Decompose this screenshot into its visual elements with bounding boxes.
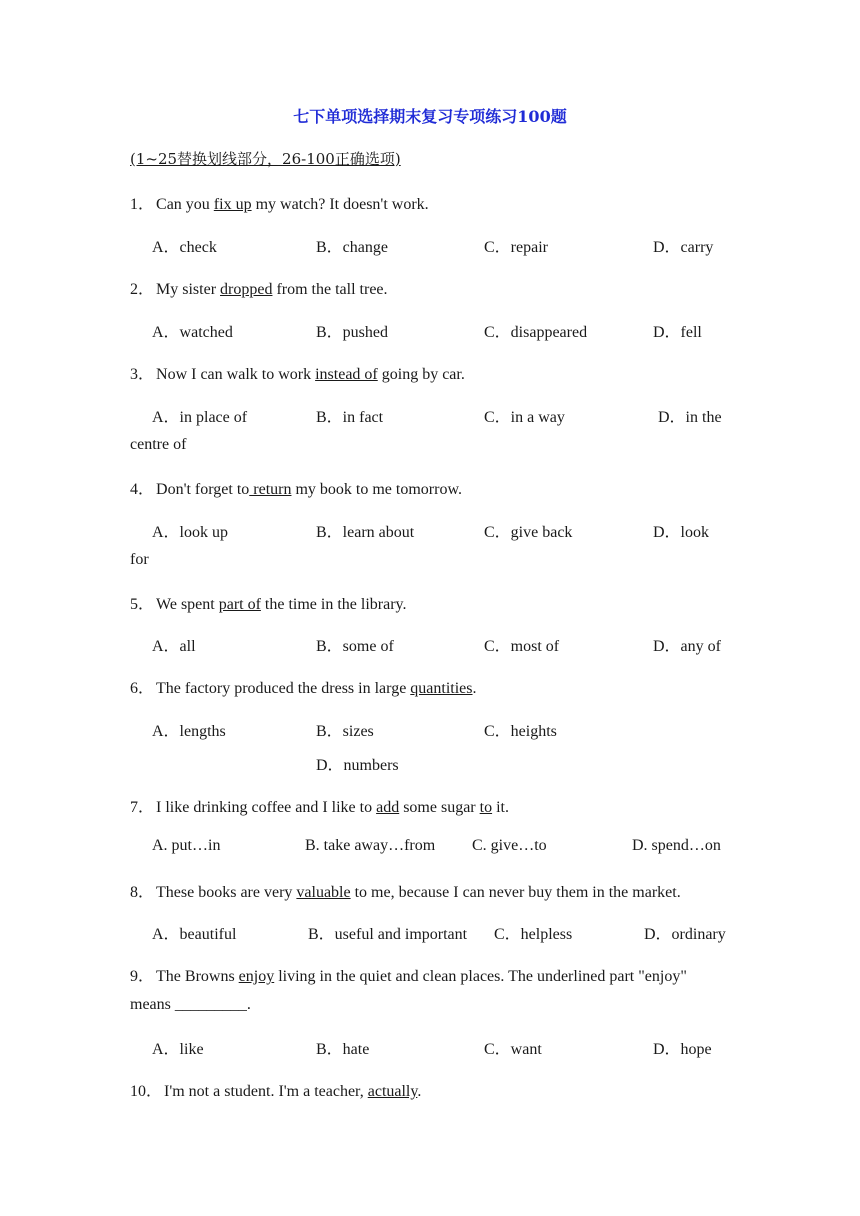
question-text: to me, because I can never buy them in the market. (350, 884, 681, 901)
question-5 (130, 591, 407, 614)
options-row (130, 718, 734, 742)
options-row (130, 837, 734, 861)
question-number: 5． (130, 596, 155, 613)
question-number: 9． (130, 968, 155, 985)
option-d-continued: for (130, 551, 149, 568)
question-1 (130, 191, 429, 214)
question-2 (130, 276, 388, 299)
option-d[interactable]: D．look (653, 524, 710, 541)
option-d[interactable]: D．hope (653, 1041, 712, 1058)
question-number: 6． (130, 680, 155, 697)
question-number: 7． (130, 799, 155, 816)
option-b[interactable]: B．useful and important (308, 926, 468, 943)
question-number: 10． (130, 1083, 163, 1100)
underlined-phrase: valuable (296, 884, 351, 901)
instructions-subtitle: (1~25替换划线部分，26-100正确选项) (130, 150, 401, 168)
options-row (130, 234, 734, 258)
question-text: . (417, 1083, 422, 1100)
option-c[interactable]: C．repair (484, 239, 548, 256)
option-a[interactable]: A. put…in (152, 837, 221, 854)
option-b[interactable]: B．pushed (316, 324, 389, 341)
option-c[interactable]: C．most of (484, 638, 560, 655)
question-text: going by car. (377, 366, 465, 383)
question-6 (130, 675, 477, 698)
option-a[interactable]: A．lengths (152, 723, 226, 740)
question-text: it. (492, 799, 509, 816)
underlined-phrase: enjoy (238, 968, 275, 985)
question-text: I like drinking coffee and I like to (156, 799, 377, 816)
question-text: Don't forget to (156, 481, 250, 498)
question-text: Can you (156, 196, 214, 213)
option-d[interactable]: D．fell (653, 324, 702, 341)
question-number: 2． (130, 281, 155, 298)
option-d[interactable]: D．carry (653, 239, 714, 256)
option-a[interactable]: A．in place of (152, 409, 248, 426)
option-a[interactable]: A．beautiful (152, 926, 237, 943)
underlined-phrase: part of (218, 596, 261, 613)
question-text: . (472, 680, 477, 697)
underlined-phrase: dropped (220, 281, 273, 298)
options-row (130, 1036, 734, 1060)
options-row-continued (130, 752, 734, 776)
options-row (130, 519, 734, 543)
question-text: I'm not a student. I'm a teacher, (164, 1083, 368, 1100)
underlined-phrase: to (479, 799, 493, 816)
question-4 (130, 476, 462, 499)
question-text: My sister (156, 281, 221, 298)
option-b[interactable]: B．sizes (316, 723, 374, 740)
option-b[interactable]: B．in fact (316, 409, 384, 426)
question-3 (130, 361, 465, 384)
underlined-phrase: return (249, 481, 292, 498)
option-b[interactable]: B．learn about (316, 524, 415, 541)
question-text: living in the quiet and clean places. The underlined part "enjoy" (274, 968, 687, 985)
question-text: some sugar (399, 799, 480, 816)
question-text: Now I can walk to work (156, 366, 316, 383)
question-text: The Browns (156, 968, 239, 985)
option-d[interactable]: D. spend…on (632, 837, 721, 854)
option-c[interactable]: C．heights (484, 723, 557, 740)
option-a[interactable]: A．like (152, 1041, 204, 1058)
question-7 (130, 794, 509, 817)
question-text: The factory produced the dress in large (156, 680, 411, 697)
question-text: We spent (156, 596, 219, 613)
option-c[interactable]: C．give back (484, 524, 573, 541)
option-a[interactable]: A．look up (152, 524, 229, 541)
option-c[interactable]: C．disappeared (484, 324, 588, 341)
question-10 (130, 1078, 421, 1101)
underlined-phrase: instead of (315, 366, 378, 383)
question-9-continued: means _________. (130, 996, 251, 1013)
question-text: These books are very (156, 884, 297, 901)
question-number: 1． (130, 196, 155, 213)
question-number: 8． (130, 884, 155, 901)
page-title: 七下单项选择期末复习专项练习100题 (293, 107, 567, 126)
question-text: my watch? It doesn't work. (251, 196, 429, 213)
underlined-phrase: actually (367, 1083, 418, 1100)
question-text: my book to me tomorrow. (291, 481, 462, 498)
option-c[interactable]: C．want (484, 1041, 542, 1058)
option-d[interactable]: D．in the (658, 409, 722, 426)
underlined-phrase: quantities (410, 680, 473, 697)
option-d-continued: centre of (130, 436, 187, 453)
option-d[interactable]: D．numbers (316, 757, 399, 774)
option-a[interactable]: A．check (152, 239, 217, 256)
option-b[interactable]: B．change (316, 239, 388, 256)
option-c[interactable]: C．helpless (494, 926, 573, 943)
option-a[interactable]: A．all (152, 638, 196, 655)
option-c[interactable]: C．in a way (484, 409, 565, 426)
options-row (130, 633, 734, 657)
question-text: from the tall tree. (272, 281, 388, 298)
question-number: 4． (130, 481, 155, 498)
question-8 (130, 879, 681, 902)
options-row (130, 319, 734, 343)
underlined-phrase: fix up (213, 196, 252, 213)
options-row (130, 404, 734, 428)
question-text: the time in the library. (260, 596, 407, 613)
option-a[interactable]: A．watched (152, 324, 233, 341)
underlined-phrase: add (376, 799, 400, 816)
option-d[interactable]: D．ordinary (644, 926, 726, 943)
options-row (130, 921, 734, 945)
question-9 (130, 963, 687, 986)
option-b[interactable]: B．some of (316, 638, 394, 655)
option-d[interactable]: D．any of (653, 638, 721, 655)
option-b[interactable]: B. take away…from (305, 837, 436, 854)
option-c[interactable]: C. give…to (472, 837, 547, 854)
option-b[interactable]: B．hate (316, 1041, 370, 1058)
question-number: 3． (130, 366, 155, 383)
